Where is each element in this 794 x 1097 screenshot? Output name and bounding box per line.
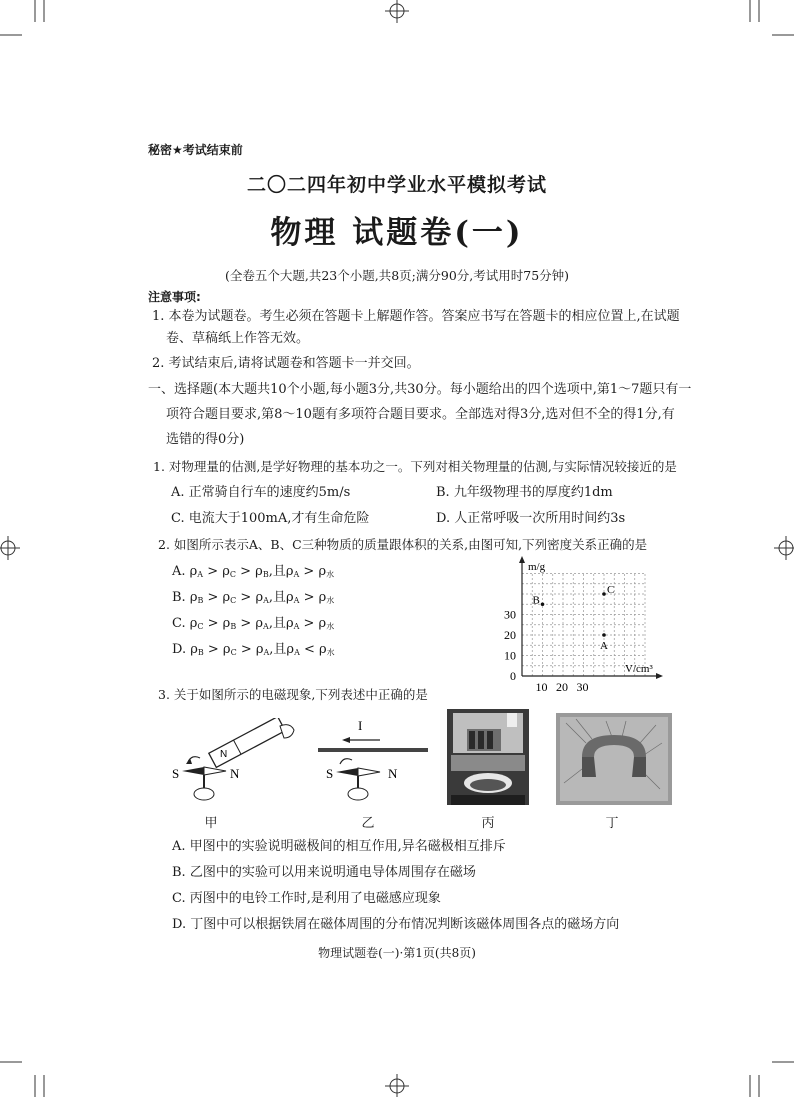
data-label-B: B xyxy=(532,594,540,607)
data-point-A xyxy=(602,633,606,637)
q2-option-b: B. $\rho_B > \rho_C > \rho_A$,且$\rho_A > \rho_水$ xyxy=(172,590,335,605)
figure-label-jia: 甲 xyxy=(204,816,218,831)
origin-label: 0 xyxy=(510,669,516,683)
section-1-line-3: 选错的得0分) xyxy=(166,432,245,447)
q2-option-a: A. $\rho_A > \rho_C > \rho_B$,且$\rho_A > \rho_水$ xyxy=(172,564,335,579)
compass2-s-label: S xyxy=(326,766,334,781)
y-tick-label: 10 xyxy=(504,648,516,663)
notice-item-1-cont: 卷、草稿纸上作答无效。 xyxy=(166,331,310,346)
confidential-label: 秘密★考试结束前 xyxy=(148,143,243,157)
y-tick-label: 20 xyxy=(504,628,516,642)
y-axis-label: m/g xyxy=(528,561,546,573)
q1-option-a: A. 正常骑自行车的速度约5m/s xyxy=(171,485,351,500)
hand-icon xyxy=(280,725,294,738)
x-tick-label: 20 xyxy=(556,680,568,692)
compass2-n-label: N xyxy=(388,766,398,781)
compass-n-label: N xyxy=(230,766,240,781)
figure-ding-iron-filings-photo xyxy=(556,713,672,805)
page-footer: 物理试题卷(一)·第1页(共8页) xyxy=(318,946,476,960)
q2-option-c: C. $\rho_C > \rho_B > \rho_A$,且$\rho_A > \rho_水$ xyxy=(172,616,335,631)
figure-bing-electric-bell-photo xyxy=(447,709,529,805)
data-label-C: C xyxy=(607,584,615,596)
figure-label-yi: 乙 xyxy=(361,816,375,831)
x-axis-arrow xyxy=(656,673,663,679)
figure-yi-current-wire xyxy=(316,712,432,808)
figure-label-bing: 丙 xyxy=(481,816,495,831)
x-tick-label: 10 xyxy=(535,680,548,692)
exam-subtitle: 二〇二四年初中学业水平模拟考试 xyxy=(246,174,547,196)
current-arrow-icon xyxy=(342,737,350,743)
y-axis-arrow xyxy=(519,556,525,563)
q3-stem: 3. 关于如图所示的电磁现象,下列表述中正确的是 xyxy=(158,687,428,702)
compass-s-label: S xyxy=(172,766,180,781)
x-tick-label: 30 xyxy=(576,680,589,692)
magnet-n-label: N xyxy=(220,749,228,760)
current-label: I xyxy=(358,718,363,733)
exam-summary: (全卷五个大题,共23个小题,共8页;满分90分,考试用时75分钟) xyxy=(224,268,570,283)
notice-heading: 注意事项: xyxy=(148,290,201,304)
q2-stem: 2. 如图所示表示A、B、C三种物质的质量跟体积的关系,由图可知,下列密度关系正确的是 xyxy=(158,537,648,552)
q1-option-c: C. 电流大于100mA,才有生命危险 xyxy=(171,511,370,526)
x-axis-label: V/cm³ xyxy=(625,663,653,675)
section-1-heading: 一、选择题(本大题共10个小题,每小题3分,共30分。每小题给出的四个选项中,第1～7题只有一 xyxy=(148,382,692,397)
registration-mark-bottom xyxy=(385,1074,409,1097)
registration-mark-left xyxy=(0,536,20,560)
y-tick-label: 30 xyxy=(504,607,516,622)
q3-option-c: C. 丙图中的电铃工作时,是利用了电磁感应现象 xyxy=(172,891,441,906)
notice-item-2: 2. 考试结束后,请将试题卷和答题卡一并交回。 xyxy=(152,356,420,371)
notice-item-1: 1. 本卷为试题卷。考生必须在答题卡上解题作答。答案应书写在答题卡的相应位置上,在试题 xyxy=(152,309,680,324)
figure-jia-compass-magnet xyxy=(168,718,298,808)
data-point-B xyxy=(541,602,545,606)
mass-volume-chart xyxy=(500,556,680,692)
q1-option-d: D. 人正常呼吸一次所用时间约3s xyxy=(436,511,626,526)
data-point-C xyxy=(602,592,606,596)
figure-label-ding: 丁 xyxy=(605,816,619,831)
section-1-line-2: 项符合题目要求,第8～10题有多项符合题目要求。全部选对得3分,选对但不全的得1分,有 xyxy=(166,407,675,422)
q1-stem: 1. 对物理量的估测,是学好物理的基本功之一。下列对相关物理量的估测,与实际情况较接近的是 xyxy=(153,459,677,474)
data-label-A: A xyxy=(600,640,608,652)
registration-mark-right xyxy=(774,536,794,560)
q3-option-a: A. 甲图中的实验说明磁极间的相互作用,异名磁极相互排斥 xyxy=(172,839,506,854)
wire xyxy=(318,748,428,752)
q2-option-d: D. $\rho_B > \rho_C > \rho_A$,且$\rho_A < \rho_水$ xyxy=(172,642,335,657)
q3-option-d: D. 丁图中可以根据铁屑在磁体周围的分布情况判断该磁体周围各点的磁场方向 xyxy=(172,917,620,932)
exam-title: 物理 试题卷(一) xyxy=(270,215,524,251)
q1-option-b: B. 九年级物理书的厚度约1dm xyxy=(436,485,613,500)
registration-mark-top xyxy=(385,0,409,23)
q3-option-b: B. 乙图中的实验可以用来说明通电导体周围存在磁场 xyxy=(172,865,476,880)
